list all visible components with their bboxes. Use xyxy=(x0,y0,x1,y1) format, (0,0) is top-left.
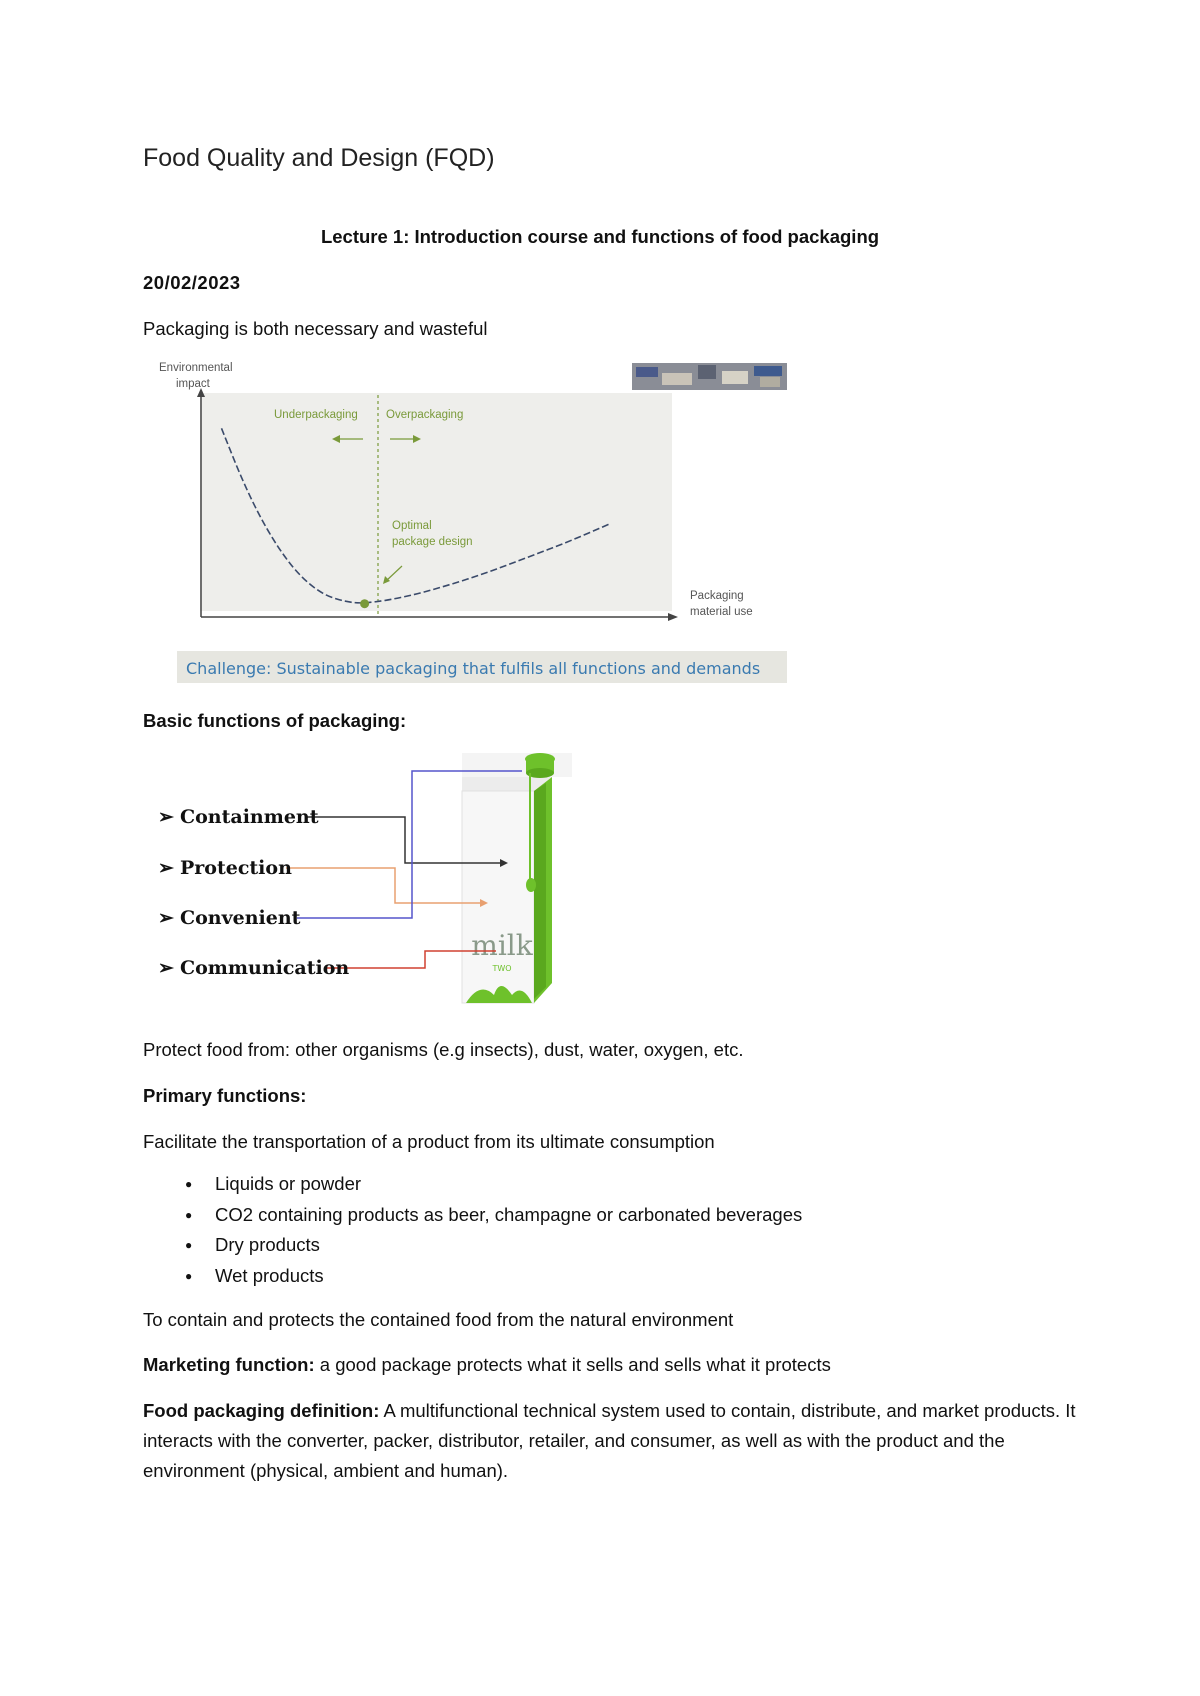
definition-text: A multifunctional technical system used to contain, distribute, and market products. It interacts with the converter, packer, distributor, retailer, and consumer, as well as with the product and the environment (physical, ambient and human). xyxy=(143,1400,1076,1481)
contain-text: To contain and protects the contained food from the natural environment xyxy=(143,1309,734,1330)
intro-text: Packaging is both necessary and wasteful xyxy=(143,318,488,339)
overpackaging-label: Overpackaging xyxy=(386,409,464,421)
waste-photo-strip xyxy=(632,363,787,390)
definition-label: Food packaging definition: xyxy=(143,1400,380,1421)
carton-subtext: TWO xyxy=(492,964,512,973)
chart-plot-area xyxy=(200,393,672,611)
optimal-label-line2: package design xyxy=(392,536,473,548)
y-axis-label-line1: Environmental xyxy=(159,362,233,374)
underpackaging-label: Underpackaging xyxy=(274,409,358,421)
x-axis-label-line2: material use xyxy=(690,606,753,618)
protect-text: Protect food from: other organisms (e.g insects), dust, water, oxygen, etc. xyxy=(143,1039,744,1060)
y-axis-label-line2: impact xyxy=(176,378,210,390)
milk-carton-illustration xyxy=(462,753,572,1003)
packaging-impact-chart xyxy=(150,355,800,691)
primary-functions-heading: Primary functions: xyxy=(143,1085,307,1106)
communication-label: Communication xyxy=(180,957,350,979)
convenient-bullet-icon: ➢ xyxy=(158,907,174,929)
list-item: ● Liquids or powder xyxy=(185,1169,802,1200)
carton-brand-text: milk xyxy=(471,929,533,962)
marketing-function xyxy=(143,1350,831,1380)
protection-connector xyxy=(286,868,483,903)
product-types-list xyxy=(185,1169,802,1291)
marketing-text: a good package protects what it sells and sells what it protects xyxy=(319,1354,831,1375)
optimal-label-line1: Optimal xyxy=(392,520,432,532)
document-title: Food Quality and Design (FQD) xyxy=(143,144,495,172)
packaging-definition xyxy=(143,1396,1083,1486)
basic-functions-heading: Basic functions of packaging: xyxy=(143,710,407,731)
list-item: ● CO2 containing products as beer, champagne or carbonated beverages xyxy=(185,1200,802,1231)
packaging-functions-diagram xyxy=(150,745,630,1017)
marketing-label: Marketing function: xyxy=(143,1354,315,1375)
list-item: ● Wet products xyxy=(185,1261,802,1292)
protection-label: Protection xyxy=(180,857,292,879)
lecture-date: 20/02/2023 xyxy=(143,272,241,293)
x-axis-label-line1: Packaging xyxy=(690,590,744,602)
chart-caption: Challenge: Sustainable packaging that fulfils all functions and demands xyxy=(186,659,761,678)
list-item: ● Dry products xyxy=(185,1230,802,1261)
optimal-point xyxy=(360,599,369,608)
protection-bullet-icon: ➢ xyxy=(158,857,174,879)
lecture-heading: Lecture 1: Introduction course and functions of food packaging xyxy=(320,226,880,247)
containment-bullet-icon: ➢ xyxy=(158,806,174,828)
facilitate-text: Facilitate the transportation of a product from its ultimate consumption xyxy=(143,1131,715,1152)
containment-label: Containment xyxy=(180,806,319,828)
communication-bullet-icon: ➢ xyxy=(158,957,174,979)
convenient-label: Convenient xyxy=(180,907,301,929)
